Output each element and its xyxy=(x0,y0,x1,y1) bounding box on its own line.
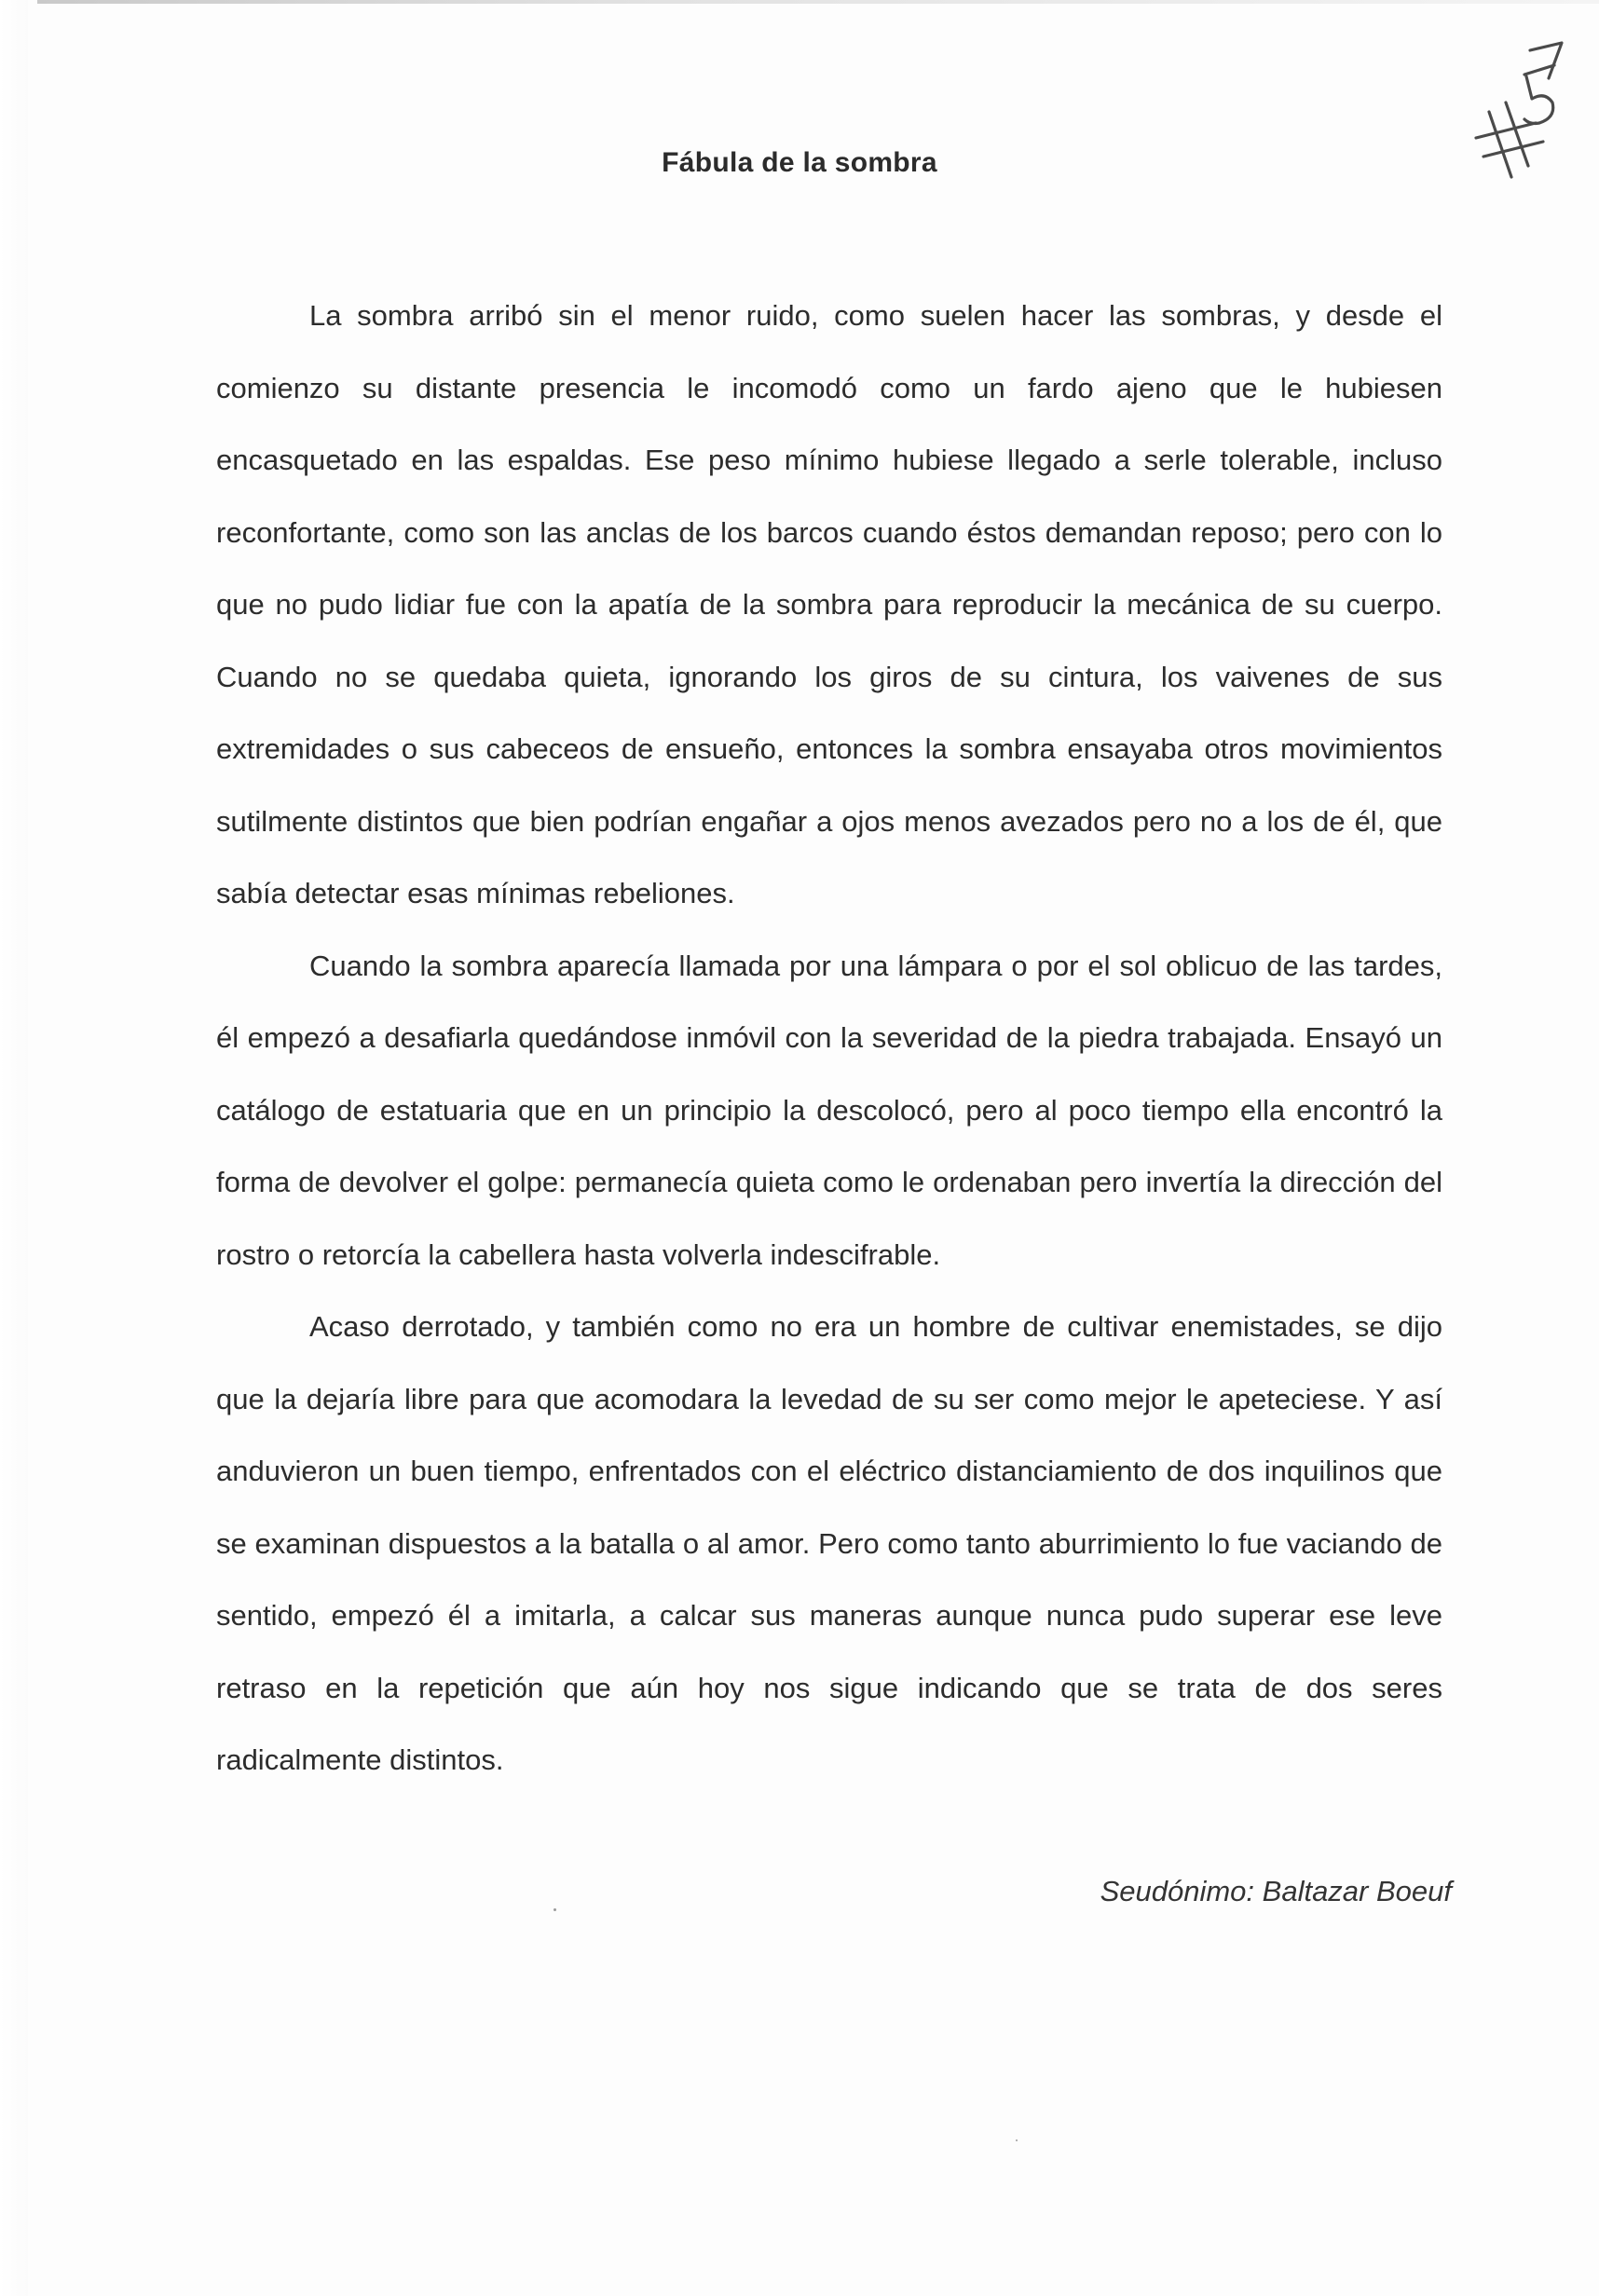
paragraph-3: Acaso derrotado, y también como no era un hombre de cultivar enemistades, se dijo que la dejaría libre para que acomodara la levedad de su ser como mejor le apeteciese. Y así anduvieron un buen tiempo, enfrentados con el eléctrico distanciamiento de dos inquilinos que se examinan dispuestos a la batalla o al amor. Pero como tanto aburrimiento lo fue vaciando de sentido, empezó él a imitarla, a calcar sus maneras aunque nunca pudo superar ese leve retraso en la repetición que aún hoy nos sigue indicando que se trata de dos seres radicalmente distintos. xyxy=(216,1310,1442,1776)
page-left-edge xyxy=(0,0,28,2296)
scan-speck xyxy=(554,1908,556,1911)
paragraph-1: La sombra arribó sin el menor ruido, como suelen hacer las sombras, y desde el comienzo su distante presencia le incomodó como un fardo ajeno que le hubiesen encasquetado en las espaldas. Ese peso mínimo hubiese llegado a serle tolerable, incluso reconfortante, como son las anclas de los barcos cuando éstos demandan reposo; pero con lo que no pudo lidiar fue con la apatía de la sombra para reproducir la mecánica de su cuerpo. Cuando no se quedaba quieta, ignorando los giros de su cintura, los vaivenes de sus extremidades o sus cabeceos de ensueño, entonces la sombra ensayaba otros movimientos sutilmente distintos que bien podrían engañar a ojos menos avezados pero no a los de él, que sabía detectar esas mínimas rebeliones. xyxy=(216,299,1442,909)
page-top-edge xyxy=(37,0,1599,4)
paragraph-2: Cuando la sombra aparecía llamada por una lámpara o por el sol oblicuo de las tardes, él empezó a desafiarla quedándose inmóvil con la severidad de la piedra trabajada. Ensayó un catálogo de estatuaria que en un principio la descolocó, pero al poco tiempo ella encontró la forma de devolver el golpe: permanecía quieta como le ordenaban pero invertía la dirección del rostro o retorcía la cabellera hasta volverla indescifrable. xyxy=(216,949,1442,1271)
document-title: Fábula de la sombra xyxy=(662,147,937,178)
scan-speck xyxy=(1016,2139,1018,2141)
author-pseudonym: Seudónimo: Baltazar Boeuf xyxy=(1100,1875,1452,1907)
document-body xyxy=(216,280,1442,1797)
